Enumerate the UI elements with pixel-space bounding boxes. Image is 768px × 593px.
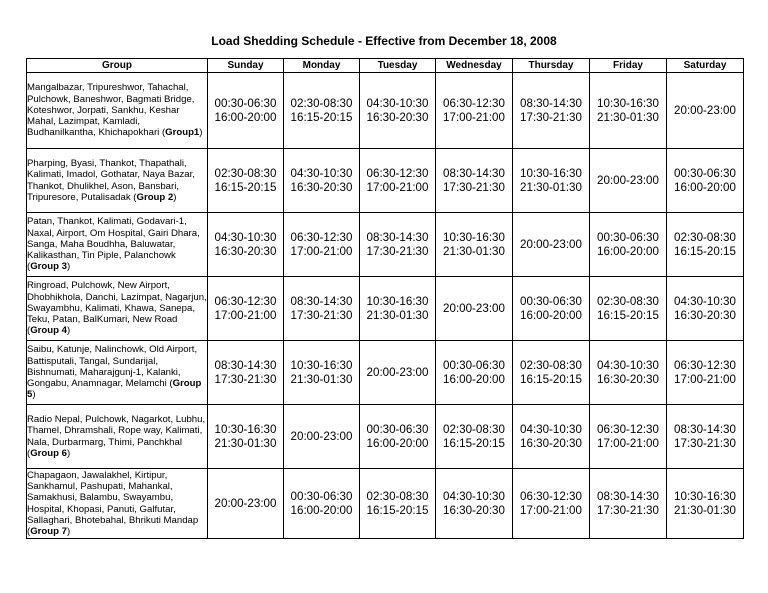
time-slot: 17:30-21:30 <box>520 110 582 124</box>
time-cell <box>667 405 744 469</box>
time-slot: 17:00-21:00 <box>443 110 505 124</box>
group-close-paren: ) <box>66 447 71 459</box>
time-slot: 10:30-16:30 <box>214 422 277 436</box>
table-row <box>27 469 744 539</box>
time-cell <box>360 469 436 539</box>
time-slot: 17:30-21:30 <box>597 503 659 517</box>
time-cell <box>436 405 513 469</box>
time-slot: 08:30-14:30 <box>290 294 353 308</box>
group-areas-cell <box>27 469 208 539</box>
time-slot: 20:00-23:00 <box>290 429 353 443</box>
group-name: Group 5 <box>27 378 202 401</box>
time-cell <box>590 213 667 277</box>
time-slot: 00:30-06:30 <box>674 166 736 180</box>
group-open-paren: ( <box>27 325 31 337</box>
time-slot: 17:00-21:00 <box>597 436 659 450</box>
group-open-paren: ( <box>27 525 31 537</box>
time-slot: 16:15-20:15 <box>674 244 736 258</box>
time-slot: 04:30-10:30 <box>290 166 353 180</box>
time-cell <box>590 149 667 213</box>
time-slot: 21:30-01:30 <box>366 308 429 322</box>
time-slot: 04:30-10:30 <box>214 230 277 244</box>
time-cell <box>208 469 284 539</box>
group-areas-cell <box>27 405 208 469</box>
time-slot: 04:30-10:30 <box>520 422 582 436</box>
time-slot: 10:30-16:30 <box>290 358 353 372</box>
table-row <box>27 277 744 341</box>
time-slot: 06:30-12:30 <box>214 294 277 308</box>
group-close-paren: ) <box>66 325 71 337</box>
time-slot: 10:30-16:30 <box>597 96 659 110</box>
time-slot: 16:30-20:30 <box>520 436 582 450</box>
time-slot: 10:30-16:30 <box>366 294 429 308</box>
time-slot: 16:30-20:30 <box>214 244 277 258</box>
time-cell <box>590 469 667 539</box>
group-open-paren: ( <box>161 127 166 139</box>
time-slot: 16:15-20:15 <box>290 110 353 124</box>
time-slot: 06:30-12:30 <box>597 422 659 436</box>
time-cell <box>436 149 513 213</box>
group-name: Group 4 <box>30 325 67 337</box>
time-slot: 16:30-20:30 <box>597 372 659 386</box>
header-wednesday: Wednesday <box>436 59 513 73</box>
time-cell <box>360 213 436 277</box>
time-slot: 00:30-06:30 <box>520 294 582 308</box>
group-name: Group 3 <box>30 261 67 273</box>
table-row <box>27 73 744 149</box>
header-tuesday: Tuesday <box>360 59 436 73</box>
group-areas-cell <box>27 73 208 149</box>
time-slot: 04:30-10:30 <box>597 358 659 372</box>
group-close-paren: ) <box>199 127 203 139</box>
time-slot: 16:30-20:30 <box>674 308 736 322</box>
table-row <box>27 341 744 405</box>
time-cell <box>284 469 360 539</box>
group-areas-cell <box>27 213 208 277</box>
time-slot: 16:00-20:00 <box>366 436 429 450</box>
time-cell <box>513 149 590 213</box>
group-name: Group1 <box>165 127 200 139</box>
time-cell <box>284 213 360 277</box>
time-cell <box>667 341 744 405</box>
time-cell <box>590 277 667 341</box>
time-cell <box>436 341 513 405</box>
time-slot: 16:30-20:30 <box>290 180 353 194</box>
time-cell <box>284 341 360 405</box>
time-slot: 16:00-20:00 <box>597 244 659 258</box>
time-slot: 08:30-14:30 <box>597 489 659 503</box>
time-slot: 20:00-23:00 <box>520 237 582 251</box>
time-cell <box>513 341 590 405</box>
time-slot: 16:30-20:30 <box>366 110 429 124</box>
header-row <box>27 59 744 73</box>
time-slot: 17:00-21:00 <box>520 503 582 517</box>
time-cell <box>513 277 590 341</box>
time-cell <box>667 277 744 341</box>
time-slot: 21:30-01:30 <box>290 372 353 386</box>
time-slot: 17:30-21:30 <box>366 244 429 258</box>
time-slot: 08:30-14:30 <box>366 230 429 244</box>
group-areas-cell <box>27 149 208 213</box>
group-close-paren: ) <box>66 525 71 537</box>
time-slot: 17:30-21:30 <box>290 308 353 322</box>
time-cell <box>208 405 284 469</box>
time-cell <box>360 73 436 149</box>
time-slot: 20:00-23:00 <box>214 496 277 510</box>
time-slot: 00:30-06:30 <box>366 422 429 436</box>
time-slot: 02:30-08:30 <box>290 96 353 110</box>
time-cell <box>360 277 436 341</box>
time-cell <box>360 341 436 405</box>
time-slot: 08:30-14:30 <box>520 96 582 110</box>
group-name: Group 7 <box>30 525 67 537</box>
schedule-table <box>26 58 744 539</box>
time-slot: 16:00-20:00 <box>290 503 353 517</box>
time-cell <box>360 149 436 213</box>
group-open-paren: ( <box>169 378 173 390</box>
time-cell <box>667 469 744 539</box>
time-slot: 06:30-12:30 <box>520 489 582 503</box>
time-slot: 02:30-08:30 <box>443 422 505 436</box>
time-slot: 17:00-21:00 <box>214 308 277 322</box>
group-close-paren: ) <box>32 389 36 401</box>
time-slot: 16:15-20:15 <box>597 308 659 322</box>
time-cell <box>590 341 667 405</box>
time-slot: 10:30-16:30 <box>520 166 582 180</box>
time-slot: 02:30-08:30 <box>674 230 736 244</box>
table-row <box>27 405 744 469</box>
header-monday: Monday <box>284 59 360 73</box>
group-areas: Saibu, Katunje, Nalinchowk, Old Airport, Battisputali, Tangal, Sundarijal, Bishnumati, Maharajgunj-1, Kalanki, Gongabu, Anamnagar, Melamchi <box>27 344 198 390</box>
header-group: Group <box>27 59 208 73</box>
time-slot: 16:00-20:00 <box>214 110 277 124</box>
time-slot: 16:30-20:30 <box>443 503 505 517</box>
time-cell <box>284 149 360 213</box>
header-sunday: Sunday <box>208 59 284 73</box>
time-slot: 21:30-01:30 <box>214 436 277 450</box>
group-areas: Ringroad, Pulchowk, New Airport, Dhobhikhola, Danchi, Lazimpat, Nagarjun, Swayambhu, Kalimati, Khawa, Sanepa, Teku, Patan, BalKumari, New Road <box>27 280 207 326</box>
header-saturday: Saturday <box>667 59 744 73</box>
time-slot: 00:30-06:30 <box>290 489 353 503</box>
time-cell <box>284 73 360 149</box>
time-slot: 21:30-01:30 <box>520 180 582 194</box>
time-cell <box>436 469 513 539</box>
time-cell <box>284 405 360 469</box>
time-cell <box>436 213 513 277</box>
time-slot: 08:30-14:30 <box>443 166 505 180</box>
time-cell <box>436 73 513 149</box>
time-slot: 06:30-12:30 <box>290 230 353 244</box>
time-slot: 20:00-23:00 <box>597 173 659 187</box>
time-slot: 02:30-08:30 <box>597 294 659 308</box>
group-open-paren: ( <box>27 447 31 459</box>
time-slot: 17:00-21:00 <box>366 180 429 194</box>
group-areas: Radio Nepal, Pulchowk, Nagarkot, Lubhu, Thamel, Dhramshali, Rope way, Kalimati, Nala, Durbarmarg, Thimi, Panchkhal <box>27 414 206 448</box>
time-cell <box>513 469 590 539</box>
time-cell <box>513 405 590 469</box>
time-slot: 04:30-10:30 <box>366 96 429 110</box>
time-slot: 02:30-08:30 <box>214 166 277 180</box>
time-slot: 16:15-20:15 <box>520 372 582 386</box>
time-slot: 16:00-20:00 <box>520 308 582 322</box>
table-row <box>27 213 744 277</box>
group-areas-cell <box>27 341 208 405</box>
time-slot: 17:00-21:00 <box>674 372 736 386</box>
time-cell <box>590 405 667 469</box>
time-slot: 16:00-20:00 <box>674 180 736 194</box>
time-slot: 00:30-06:30 <box>597 230 659 244</box>
time-cell <box>360 405 436 469</box>
group-open-paren: ( <box>27 261 31 273</box>
time-cell <box>590 73 667 149</box>
time-cell <box>513 73 590 149</box>
time-cell <box>284 277 360 341</box>
time-slot: 04:30-10:30 <box>674 294 736 308</box>
time-cell <box>208 341 284 405</box>
time-slot: 00:30-06:30 <box>214 96 277 110</box>
time-slot: 02:30-08:30 <box>520 358 582 372</box>
time-slot: 17:00-21:00 <box>290 244 353 258</box>
group-areas: Pharping, Byasi, Thankot, Thapathali, Kalimati, Imadol, Gothatar, Naya Bazar, Thankot, Dhulikhel, Ason, Bansbari, Tripuresore, Putalisadak <box>27 158 195 203</box>
header-thursday: Thursday <box>513 59 590 73</box>
group-close-paren: ) <box>66 261 71 273</box>
group-name: Group 6 <box>30 447 67 459</box>
time-slot: 16:15-20:15 <box>214 180 277 194</box>
time-slot: 20:00-23:00 <box>366 365 429 379</box>
time-cell <box>208 149 284 213</box>
time-slot: 20:00-23:00 <box>674 103 736 117</box>
document-title: Load Shedding Schedule - Effective from December 18, 2008 <box>211 34 557 48</box>
time-slot: 16:00-20:00 <box>443 372 505 386</box>
time-cell <box>513 213 590 277</box>
time-slot: 06:30-12:30 <box>366 166 429 180</box>
group-areas: Mangalbazar, Tripureshwor, Tahachal, Pulchowk, Baneshwor, Bagmati Bridge, Koteshwor, Jorpati, Sankhu, Keshar Mahal, Lazimpat, Kamladi, Budhanilkantha, Khichapokhari <box>27 82 195 139</box>
time-cell <box>667 213 744 277</box>
time-slot: 17:30-21:30 <box>674 436 736 450</box>
time-slot: 21:30-01:30 <box>674 503 736 517</box>
time-cell <box>436 277 513 341</box>
time-slot: 06:30-12:30 <box>674 358 736 372</box>
table-row <box>27 149 744 213</box>
group-areas: Chapagaon, Jawalakhel, Kirtipur, Sankhamul, Pashupati, Mahankal, Samakhusi, Balambu, Swayambu, Hospital, Khopasi, Panuti, Galfutar, Sallaghari, Bhotebahal, Bhrikuti Mandap <box>27 469 199 526</box>
time-slot: 08:30-14:30 <box>674 422 736 436</box>
time-slot: 17:30-21:30 <box>443 180 505 194</box>
time-slot: 10:30-16:30 <box>443 230 505 244</box>
time-slot: 20:00-23:00 <box>443 301 505 315</box>
group-areas: Patan, Thankot, Kalimati, Godavari-1, Naxal, Airport, Om Hospital, Gairi Dhara, Sanga, Maha Boudhha, Baluwatar, Kalikasthan, Tin Piple, Palanchowk <box>27 216 200 262</box>
group-name: Group 2 <box>136 191 174 203</box>
time-slot: 00:30-06:30 <box>443 358 505 372</box>
time-slot: 21:30-01:30 <box>597 110 659 124</box>
time-slot: 06:30-12:30 <box>443 96 505 110</box>
time-slot: 21:30-01:30 <box>443 244 505 258</box>
time-cell <box>667 73 744 149</box>
time-cell <box>667 149 744 213</box>
time-slot: 16:15-20:15 <box>366 503 429 517</box>
time-cell <box>208 73 284 149</box>
time-cell <box>208 277 284 341</box>
time-slot: 10:30-16:30 <box>674 489 736 503</box>
group-open-paren: ( <box>133 191 137 203</box>
time-slot: 17:30-21:30 <box>214 372 277 386</box>
header-friday: Friday <box>590 59 667 73</box>
time-cell <box>208 213 284 277</box>
group-close-paren: ) <box>173 191 177 203</box>
group-areas-cell <box>27 277 208 341</box>
time-slot: 16:15-20:15 <box>443 436 505 450</box>
time-slot: 08:30-14:30 <box>214 358 277 372</box>
time-slot: 04:30-10:30 <box>443 489 505 503</box>
time-slot: 02:30-08:30 <box>366 489 429 503</box>
